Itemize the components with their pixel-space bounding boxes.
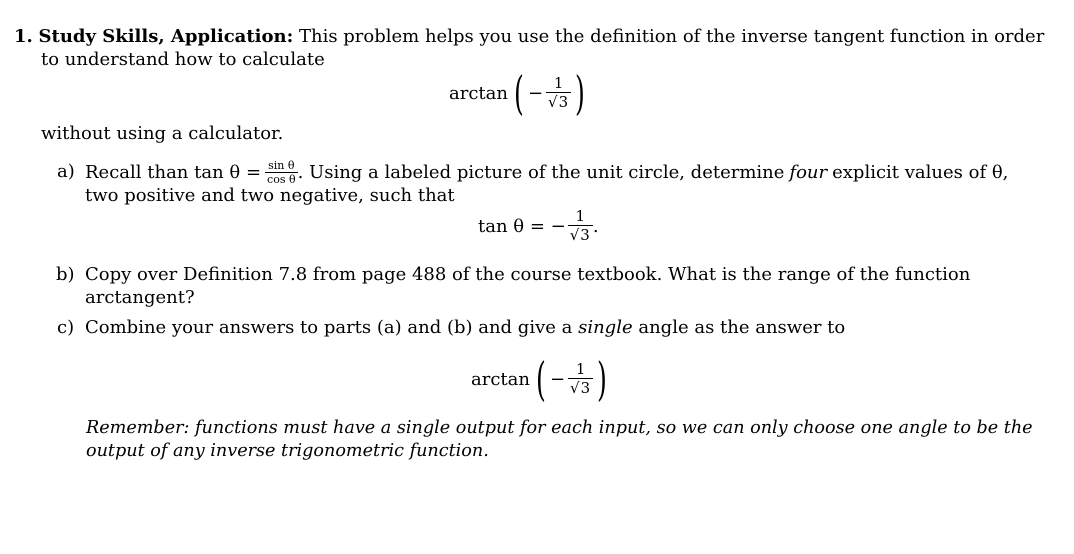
display-arctan-expression-2 bbox=[471, 354, 611, 404]
fraction-numerator: 1 bbox=[553, 74, 564, 92]
sin-theta: sin θ bbox=[268, 158, 295, 172]
left-paren: ( bbox=[514, 66, 524, 120]
remember-line1: Remember: functions must have a single output for each input, so we can only choose one angle to be the bbox=[86, 418, 1033, 438]
fraction-denominator bbox=[568, 380, 593, 397]
part-a-recall-end: explicit values of θ, bbox=[832, 161, 1009, 183]
sin-over-cos-fraction bbox=[265, 160, 298, 185]
part-a-recall-pre: Recall than tan θ = bbox=[85, 161, 262, 183]
minus-sign: − bbox=[527, 82, 544, 104]
fraction bbox=[568, 361, 593, 397]
right-paren: ) bbox=[597, 352, 608, 406]
equation-numerator: 1 bbox=[575, 207, 586, 225]
sqrt-symbol: √ bbox=[569, 226, 580, 244]
left-paren: ( bbox=[536, 352, 546, 406]
part-c-label: c) bbox=[57, 317, 75, 338]
sqrt-symbol: √ bbox=[570, 379, 580, 397]
part-c-line1-post: angle as the answer to bbox=[638, 317, 846, 338]
part-a-equation bbox=[478, 202, 599, 250]
problem-title: Study Skills, Application: bbox=[38, 26, 294, 47]
after-display-text: without using a calculator. bbox=[41, 123, 284, 144]
part-b-line2: arctangent? bbox=[85, 287, 195, 308]
problem-intro-line2: to understand how to calculate bbox=[41, 49, 325, 70]
part-a-label: a) bbox=[57, 161, 75, 182]
four-emphasis: four bbox=[789, 161, 828, 183]
problem-header bbox=[14, 26, 1044, 48]
fraction-numerator: 1 bbox=[575, 360, 586, 378]
sqrt-symbol: √ bbox=[548, 93, 558, 111]
equation-lhs: tan θ = − bbox=[478, 215, 566, 237]
part-a-recall-post: . Using a labeled picture of the unit circle, determine bbox=[297, 161, 785, 183]
part-b-line1: Copy over Definition 7.8 from page 488 of the course textbook. What is the range of the function bbox=[85, 264, 971, 285]
part-c-line1 bbox=[85, 317, 845, 339]
problem-intro-line1: This problem helps you use the definition of the inverse tangent function in order bbox=[298, 26, 1045, 47]
radicand: 3 bbox=[580, 226, 590, 244]
equation-fraction bbox=[568, 208, 593, 244]
right-paren: ) bbox=[575, 66, 586, 120]
problem-number: 1. bbox=[14, 26, 33, 47]
fraction bbox=[546, 75, 571, 111]
fraction-denominator bbox=[546, 94, 571, 111]
minus-sign: − bbox=[549, 368, 566, 390]
remember-line2: output of any inverse trigonometric function. bbox=[86, 441, 489, 461]
arctan-func: arctan bbox=[471, 368, 530, 390]
radicand: 3 bbox=[558, 93, 569, 111]
part-a-line1 bbox=[85, 157, 1008, 187]
single-emphasis: single bbox=[578, 317, 633, 338]
part-b-label: b) bbox=[56, 264, 75, 285]
cos-theta: cos θ bbox=[267, 172, 296, 186]
display-arctan-expression-1 bbox=[449, 68, 589, 118]
radicand: 3 bbox=[580, 379, 591, 397]
equation-period: . bbox=[592, 215, 599, 237]
part-c-line1-pre: Combine your answers to parts (a) and (b) and give a bbox=[85, 317, 573, 338]
arctan-func: arctan bbox=[449, 82, 508, 104]
equation-denominator bbox=[568, 227, 593, 244]
part-a-line2: two positive and two negative, such that bbox=[85, 185, 455, 206]
